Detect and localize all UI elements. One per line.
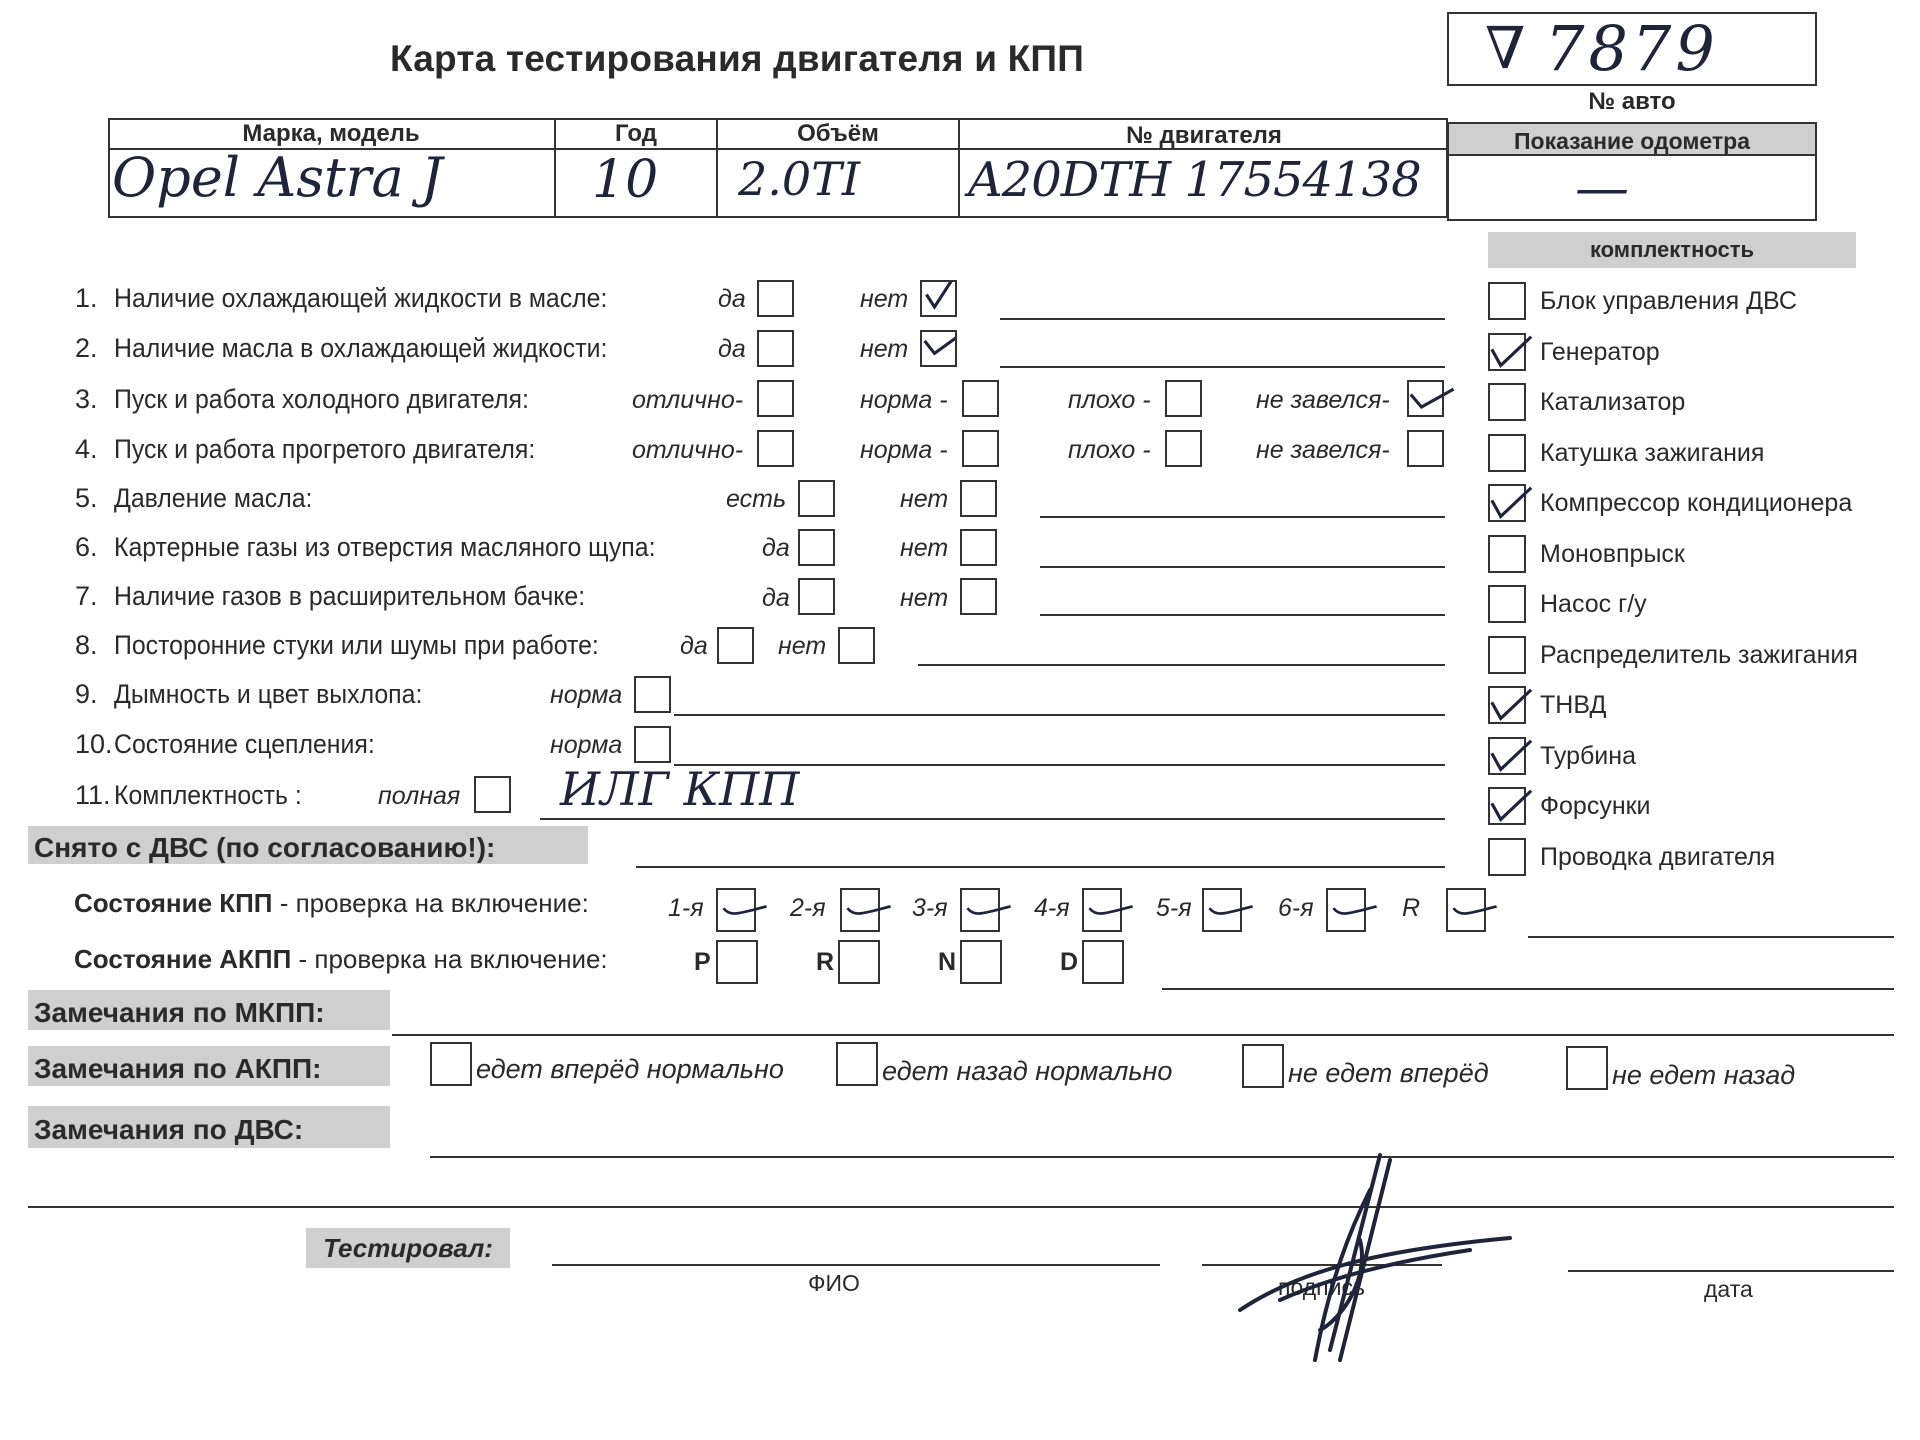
kit-item-label: Проводка двигателя xyxy=(1540,843,1776,871)
option-label: да xyxy=(718,335,746,363)
kit-checkbox[interactable] xyxy=(1488,686,1526,724)
kit-checkbox[interactable] xyxy=(1488,636,1526,674)
remarks-dvs-line-2 xyxy=(28,1206,1894,1208)
kit-note: ИЛГ КПП xyxy=(560,762,800,816)
date-caption: дата xyxy=(1704,1276,1753,1302)
akpp-mode-checkbox[interactable] xyxy=(1082,940,1124,984)
kit-item-label: Катушка зажигания xyxy=(1540,439,1765,467)
akpp-mode-label: N xyxy=(938,948,957,976)
kit-checkbox[interactable] xyxy=(1488,787,1526,825)
kpp-label: Состояние КПП - проверка на включение: xyxy=(74,888,589,918)
kit-item-label: Насос г/у xyxy=(1540,590,1647,618)
kit-item-label: Распределитель зажигания xyxy=(1540,641,1858,669)
header-year: Год xyxy=(615,120,657,147)
option-label: да xyxy=(680,632,708,660)
akpp-mode-checkbox[interactable] xyxy=(960,940,1002,984)
kit-checkbox[interactable] xyxy=(1488,383,1526,421)
remarks-dvs-label: Замечания по ДВС: xyxy=(28,1106,390,1148)
check-mark-icon xyxy=(962,890,998,930)
gear-label: 6-я xyxy=(1278,894,1314,922)
checkbox-full[interactable] xyxy=(474,776,511,813)
checkbox-bad[interactable] xyxy=(1165,430,1202,467)
header-volume: Объём xyxy=(797,120,879,147)
fio-caption: ФИО xyxy=(808,1270,860,1296)
checklist-label: Давление масла: xyxy=(114,483,313,513)
kit-checkbox[interactable] xyxy=(1488,333,1526,371)
kit-checkbox[interactable] xyxy=(1488,838,1526,876)
gear-checkbox[interactable] xyxy=(1446,888,1486,932)
note-line xyxy=(540,818,1445,820)
checkbox-reverse-ok[interactable] xyxy=(836,1042,878,1086)
signature-caption: подпись xyxy=(1278,1274,1365,1300)
option-label: плохо - xyxy=(1068,386,1151,414)
akpp-mode-checkbox[interactable] xyxy=(716,940,758,984)
checklist-label: Наличие масла в охлаждающей жидкости: xyxy=(114,333,608,363)
option-label: не завелся- xyxy=(1256,436,1390,464)
note-line xyxy=(1040,566,1445,568)
value-model: Opel Astra J xyxy=(112,146,443,209)
odometer-value: — xyxy=(1575,156,1629,219)
check-mark-icon xyxy=(1490,335,1524,369)
checkbox-not-started[interactable] xyxy=(1407,430,1444,467)
odometer-label: Показание одометра xyxy=(1447,122,1817,156)
kit-item xyxy=(1488,737,1918,779)
option-label: нет xyxy=(778,632,827,660)
check-mark-icon xyxy=(718,890,754,930)
note-line xyxy=(1000,366,1445,368)
item-number: 1. xyxy=(75,283,98,313)
checkbox-yes[interactable] xyxy=(798,529,835,566)
kit-item xyxy=(1488,333,1918,375)
akpp-mode-label: P xyxy=(694,948,711,976)
checkbox-excellent[interactable] xyxy=(757,430,794,467)
checklist-label: Наличие охлаждающей жидкости в масле: xyxy=(114,283,608,313)
removed-line xyxy=(636,866,1445,868)
check-mark-icon xyxy=(1204,890,1240,930)
option-label: отлично- xyxy=(632,436,744,464)
option-label: да xyxy=(718,285,746,313)
kit-checkbox[interactable] xyxy=(1488,434,1526,472)
note-line xyxy=(1000,318,1445,320)
checklist-label: Состояние сцепления: xyxy=(114,729,375,759)
gear-checkbox[interactable] xyxy=(1326,888,1366,932)
kit-checkbox[interactable] xyxy=(1488,737,1526,775)
auto-number-label: № авто xyxy=(1588,88,1676,115)
item-number: 11. xyxy=(75,780,111,810)
gear-label: 2-я xyxy=(790,894,826,922)
note-line xyxy=(1040,516,1445,518)
gear-checkbox[interactable] xyxy=(716,888,756,932)
option-label: да xyxy=(762,584,790,612)
checklist-label: Пуск и работа холодного двигателя: xyxy=(114,384,529,414)
option-label: едет вперёд нормально xyxy=(476,1054,784,1084)
checklist-label: Дымность и цвет выхлопа: xyxy=(114,679,423,709)
option-label: есть xyxy=(726,485,787,513)
kit-item-label: Генератор xyxy=(1540,338,1660,366)
check-mark-icon xyxy=(922,332,955,365)
option-label: полная xyxy=(378,782,461,810)
fio-line xyxy=(552,1264,1160,1266)
kit-checkbox[interactable] xyxy=(1488,484,1526,522)
checkbox-no-forward[interactable] xyxy=(1242,1044,1284,1088)
option-label: не едет назад xyxy=(1612,1060,1796,1090)
item-number: 8. xyxy=(75,630,98,660)
option-label: нет xyxy=(900,534,949,562)
check-mark-icon xyxy=(1490,739,1524,773)
gear-checkbox[interactable] xyxy=(1082,888,1122,932)
item-number: 3. xyxy=(75,384,98,414)
checkbox-yes[interactable] xyxy=(798,578,835,615)
check-mark-icon xyxy=(1490,486,1524,520)
item-number: 2. xyxy=(75,333,98,363)
gear-checkbox[interactable] xyxy=(840,888,880,932)
page-title: Карта тестирования двигателя и КПП xyxy=(390,38,1084,79)
checkbox-normal[interactable] xyxy=(962,430,999,467)
check-mark-icon xyxy=(1490,789,1524,823)
checkbox-no[interactable] xyxy=(920,330,957,367)
check-mark-icon xyxy=(1490,688,1524,722)
checkbox-yes[interactable] xyxy=(798,480,835,517)
checklist-label: Посторонние стуки или шумы при работе: xyxy=(114,630,599,660)
checkbox-no[interactable] xyxy=(960,578,997,615)
kit-item-label: Турбина xyxy=(1540,742,1636,770)
header-model: Марка, модель xyxy=(242,120,420,147)
item-number: 10. xyxy=(75,729,113,759)
checkbox-no[interactable] xyxy=(960,529,997,566)
kit-item-label: Блок управления ДВС xyxy=(1540,287,1797,315)
option-label: нет xyxy=(900,584,949,612)
checklist-label: Комплектность : xyxy=(114,780,302,810)
checkbox-no[interactable] xyxy=(920,280,957,317)
option-label: не едет вперёд xyxy=(1288,1058,1489,1088)
odometer-cell xyxy=(1447,155,1817,221)
removed-label: Снято с ДВС (по согласованию!): xyxy=(28,826,588,864)
option-label: едет назад нормально xyxy=(882,1056,1173,1086)
signature-scribble xyxy=(1220,1150,1520,1370)
kit-item xyxy=(1488,838,1918,880)
kit-item xyxy=(1488,636,1918,678)
item-number: 7. xyxy=(75,581,98,611)
checkbox-normal[interactable] xyxy=(634,676,671,713)
item-number: 6. xyxy=(75,532,98,562)
option-label: отлично- xyxy=(632,386,744,414)
checkbox-yes[interactable] xyxy=(757,280,794,317)
gear-label: R xyxy=(1402,894,1421,922)
option-label: нет xyxy=(860,285,909,313)
gear-label: 4-я xyxy=(1034,894,1070,922)
check-mark-icon xyxy=(1328,890,1364,930)
option-label: норма xyxy=(550,681,623,709)
option-label: не завелся- xyxy=(1256,386,1390,414)
check-mark-icon xyxy=(1409,382,1442,415)
kpp-note-line xyxy=(1528,936,1894,938)
remarks-akpp-label: Замечания по АКПП: xyxy=(28,1046,390,1086)
option-label: норма xyxy=(550,731,623,759)
kit-item xyxy=(1488,585,1918,627)
check-mark-icon xyxy=(842,890,878,930)
checkbox-yes[interactable] xyxy=(757,330,794,367)
kit-item-label: Катализатор xyxy=(1540,388,1686,416)
gear-label: 3-я xyxy=(912,894,948,922)
checkbox-normal[interactable] xyxy=(634,726,671,763)
akpp-mode-label: D xyxy=(1060,948,1079,976)
akpp-note-line xyxy=(1162,988,1894,990)
kit-item xyxy=(1488,434,1918,476)
kit-item xyxy=(1488,484,1918,526)
note-line xyxy=(1040,614,1445,616)
kit-checkbox[interactable] xyxy=(1488,535,1526,573)
auto-number-value: 7879 xyxy=(1545,12,1719,85)
kit-checkbox[interactable] xyxy=(1488,585,1526,623)
option-label: норма - xyxy=(860,386,948,414)
item-number: 9. xyxy=(75,679,98,709)
gear-checkbox[interactable] xyxy=(1202,888,1242,932)
checkbox-forward-ok[interactable] xyxy=(430,1042,472,1086)
option-label: нет xyxy=(860,335,909,363)
remarks-mkpp-line xyxy=(392,1034,1894,1036)
option-label: плохо - xyxy=(1068,436,1151,464)
kit-item-label: Моновпрыск xyxy=(1540,540,1685,568)
value-volume: 2.0TI xyxy=(738,152,861,206)
option-label: нет xyxy=(900,485,949,513)
checkbox-no[interactable] xyxy=(838,627,875,664)
checkbox-no[interactable] xyxy=(960,480,997,517)
check-mark-icon xyxy=(922,282,955,315)
kit-item-label: Компрессор кондиционера xyxy=(1540,489,1853,517)
kit-heading: комплектность xyxy=(1488,232,1856,268)
remarks-mkpp-label: Замечания по МКПП: xyxy=(28,990,390,1030)
kit-item xyxy=(1488,282,1918,324)
checkbox-no-reverse[interactable] xyxy=(1566,1046,1608,1090)
date-line xyxy=(1568,1270,1894,1272)
checkbox-yes[interactable] xyxy=(717,627,754,664)
checklist-label: Наличие газов в расширительном бачке: xyxy=(114,581,586,611)
check-mark-icon xyxy=(1448,890,1484,930)
kit-item xyxy=(1488,787,1918,829)
kit-checkbox[interactable] xyxy=(1488,282,1526,320)
akpp-label: Состояние АКПП - проверка на включение: xyxy=(74,944,608,974)
check-mark-icon xyxy=(1084,890,1120,930)
header-engine-no: № двигателя xyxy=(1126,122,1282,149)
gear-label: 5-я xyxy=(1156,894,1192,922)
auto-number-mark: ∇ xyxy=(1485,14,1526,82)
item-number: 4. xyxy=(75,434,98,464)
checklist-label: Пуск и работа прогретого двигателя: xyxy=(114,434,536,464)
note-line xyxy=(674,714,1445,716)
checkbox-not-started[interactable] xyxy=(1407,380,1444,417)
checkbox-excellent[interactable] xyxy=(757,380,794,417)
option-label: норма - xyxy=(860,436,948,464)
tested-label: Тестировал: xyxy=(306,1228,510,1268)
item-number: 5. xyxy=(75,483,98,513)
kit-item xyxy=(1488,686,1918,728)
akpp-mode-checkbox[interactable] xyxy=(838,940,880,984)
gear-checkbox[interactable] xyxy=(960,888,1000,932)
kit-item xyxy=(1488,535,1918,577)
checkbox-normal[interactable] xyxy=(962,380,999,417)
kit-item-label: ТНВД xyxy=(1540,691,1607,719)
option-label: да xyxy=(762,534,790,562)
remarks-dvs-line xyxy=(430,1156,1894,1158)
value-year: 10 xyxy=(592,150,659,210)
value-engine-no: A20DTH 17554138 xyxy=(968,152,1421,208)
gear-label: 1-я xyxy=(668,894,704,922)
akpp-mode-label: R xyxy=(816,948,835,976)
kit-item-label: Форсунки xyxy=(1540,792,1651,820)
kit-item xyxy=(1488,383,1918,425)
checklist-label: Картерные газы из отверстия масляного щупа: xyxy=(114,532,656,562)
note-line xyxy=(918,664,1445,666)
checkbox-bad[interactable] xyxy=(1165,380,1202,417)
